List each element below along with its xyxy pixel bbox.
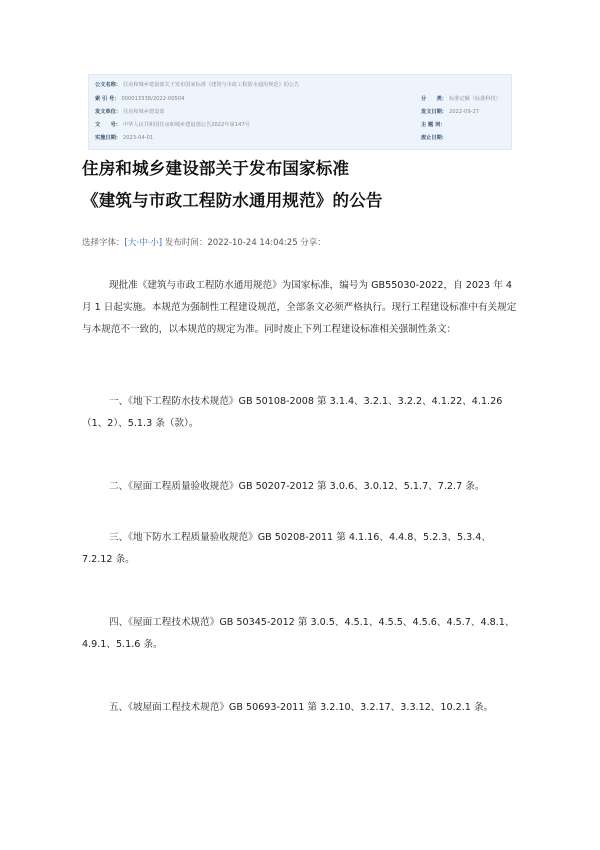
body-item-1: 一、《地下工程防水技术规范》GB 50108-2008 第 3.1.4、3.2.1、3.2.2、4.1.22、4.1.26（1、2）、5.1.3 条（款）。 — [82, 396, 503, 429]
meta-category-label: 分 类： — [421, 96, 447, 102]
page-title-line1: 住房和城乡建设部关于发布国家标准 — [82, 159, 350, 178]
meta-row-index — [95, 95, 184, 102]
meta-effective-value: 2023-04-01 — [122, 135, 154, 141]
font-select-label: 选择字体： — [82, 238, 125, 248]
font-size-bracket-open: [ — [124, 238, 128, 248]
font-size-small-link[interactable]: 小 — [150, 238, 159, 248]
meta-row-docnum — [95, 121, 250, 128]
meta-unit-value: 住房和城乡建设部 — [122, 109, 165, 115]
metadata-panel — [88, 74, 512, 150]
meta-index-value: 000013338/2022-00504 — [121, 96, 185, 102]
meta-row-category — [421, 95, 501, 102]
meta-repeal-label: 废止日期： — [421, 135, 447, 141]
body-item-2: 二、《屋面工程质量验收规范》GB 50207-2012 第 3.0.6、3.0.12、5.1.7、7.2.7 条。 — [109, 481, 485, 492]
article-info-bar — [82, 236, 326, 248]
meta-unit-label: 发文单位： — [95, 109, 121, 115]
font-size-separator: · — [136, 238, 140, 248]
meta-issue-date-label: 发文日期： — [421, 109, 447, 115]
meta-row-issue-date — [421, 108, 479, 115]
meta-name-value: 住房和城乡建设部关于发布国家标准《建筑与市政工程防水通用规范》的公告 — [122, 82, 300, 88]
font-size-large-link[interactable]: 大 — [127, 238, 137, 248]
meta-row-repeal — [421, 134, 449, 141]
font-size-medium-link[interactable]: 中 — [139, 238, 148, 248]
meta-name-label: 公文名称： — [95, 82, 121, 88]
font-size-bracket-close: ] — [158, 238, 163, 248]
meta-index-label: 索 引 号： — [95, 96, 120, 102]
body-item-3: 三、《地下防水工程质量验收规范》GB 50208-2011 第 4.1.16、4.4.8、5.2.3、5.3.4、7.2.12 条。 — [82, 532, 491, 565]
publish-time: 发布时间：2022-10-24 14:04:25 分享： — [162, 238, 326, 248]
body-intro-paragraph: 现批准《建筑与市政工程防水通用规范》为国家标准，编号为 GB55030-2022，自 2023 年 4 月 1 日起实施。本规范为强制性工程建设规范，全部条文必须严格执行。现行工程建设标准中有关规定与本规范不一致的，以本规范的规定为准。同时废止下列工程建设标准相关强制性条文： — [82, 280, 517, 335]
meta-row-unit — [95, 108, 164, 115]
font-size-separator: · — [147, 238, 151, 248]
meta-issue-date-value: 2022-09-27 — [448, 109, 480, 115]
meta-docnum-value: 中华人民共和国住房和城乡建设部公告2022年第147号 — [122, 122, 250, 128]
meta-keywords-label: 主 题 词： — [421, 122, 446, 128]
meta-row-keywords — [421, 121, 447, 128]
meta-docnum-label: 文 号： — [95, 122, 121, 128]
meta-row-effective — [95, 134, 153, 141]
body-item-5: 五、《坡屋面工程技术规范》GB 50693-2011 第 3.2.10、3.2.17、3.3.12、10.2.1 条。 — [109, 702, 494, 713]
meta-row-name — [95, 81, 299, 88]
body-item-4: 四、《屋面工程技术规范》GB 50345-2012 第 3.0.5、4.5.1、4.5.5、4.5.6、4.5.7、4.8.1、4.9.1、5.1.6 条。 — [82, 617, 515, 650]
page-title-line2: 《建筑与市政工程防水通用规范》的公告 — [82, 191, 383, 210]
meta-category-value: 标准定额（标准科技） — [448, 96, 501, 102]
meta-effective-label: 实施日期： — [95, 135, 121, 141]
